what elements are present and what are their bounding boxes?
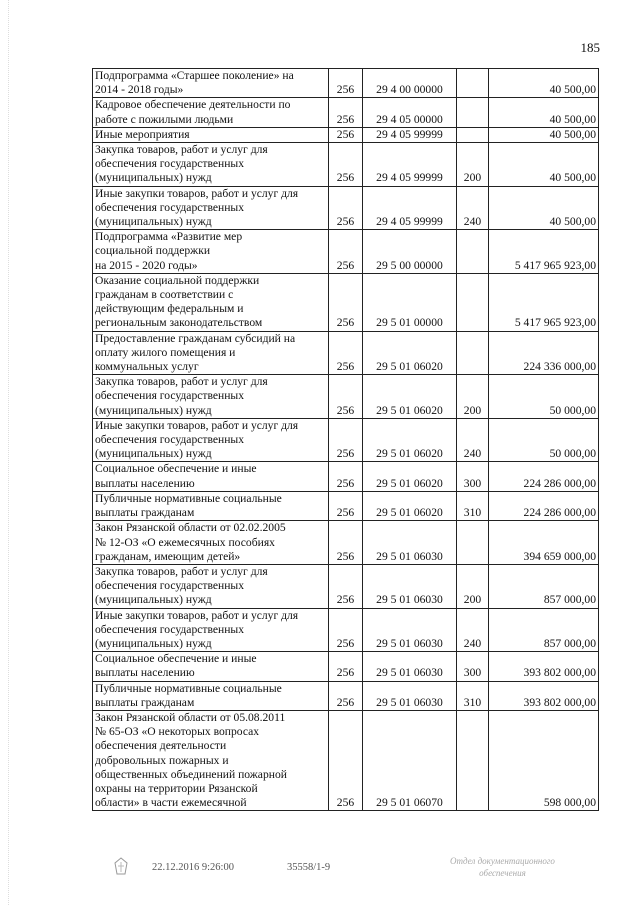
cell-name: Закупка товаров, работ и услуг для обеспечения государственных (муниципальных) нужд: [93, 375, 329, 419]
cell-vr: [457, 69, 489, 98]
cell-ved: 256: [329, 143, 363, 187]
cell-vr: 240: [457, 608, 489, 652]
footer-code: 35558/1-9: [287, 862, 331, 873]
cell-vr: [457, 230, 489, 274]
cell-vr: 300: [457, 652, 489, 681]
cell-name: Публичные нормативные социальные выплаты гражданам: [93, 681, 329, 710]
table-row: [93, 143, 599, 187]
cell-sum: 393 802 000,00: [489, 681, 599, 710]
cell-vr: 240: [457, 418, 489, 462]
cell-vr: [457, 98, 489, 127]
cell-csr: 29 4 05 99999: [363, 143, 457, 187]
cell-csr: 29 5 01 06030: [363, 564, 457, 608]
cell-csr: 29 5 01 00000: [363, 273, 457, 331]
cell-csr: 29 5 01 06030: [363, 521, 457, 565]
cell-sum: 224 286 000,00: [489, 462, 599, 491]
cell-csr: 29 4 05 00000: [363, 98, 457, 127]
cell-sum: 40 500,00: [489, 127, 599, 142]
table-row: [93, 331, 599, 375]
cell-ved: 256: [329, 186, 363, 230]
cell-sum: 5 417 965 923,00: [489, 273, 599, 331]
footer-date: 22.12.2016 9:26:00: [152, 862, 234, 873]
cell-name: Подпрограмма «Развитие мер социальной поддержки на 2015 - 2020 годы»: [93, 230, 329, 274]
cell-csr: 29 4 00 00000: [363, 69, 457, 98]
cell-name: Подпрограмма «Старшее поколение» на 2014 - 2018 годы»: [93, 69, 329, 98]
cell-ved: 256: [329, 331, 363, 375]
cell-ved: 256: [329, 521, 363, 565]
cell-sum: 50 000,00: [489, 418, 599, 462]
table-row: [93, 652, 599, 681]
cell-sum: 224 286 000,00: [489, 491, 599, 520]
cell-csr: 29 4 05 99999: [363, 186, 457, 230]
cell-vr: 310: [457, 491, 489, 520]
table-row: [93, 681, 599, 710]
table-row: [93, 462, 599, 491]
cell-name: Закон Рязанской области от 05.08.2011 № 65-ОЗ «О некоторых вопросах обеспечения деятельности добровольных пожарных и общественных объединений пожарной охраны на территории Рязанской области» в части ежемесячной: [93, 710, 329, 810]
cell-csr: 29 5 01 06030: [363, 681, 457, 710]
cell-name: Закон Рязанской области от 02.02.2005 № 12-ОЗ «О ежемесячных пособиях гражданам, имеющим детей»: [93, 521, 329, 565]
cell-vr: [457, 127, 489, 142]
cell-sum: 598 000,00: [489, 710, 599, 810]
budget-table: [92, 68, 599, 811]
cell-csr: 29 5 01 06030: [363, 608, 457, 652]
cell-csr: 29 5 01 06020: [363, 491, 457, 520]
cell-ved: 256: [329, 69, 363, 98]
cell-name: Иные мероприятия: [93, 127, 329, 142]
table-row: [93, 127, 599, 142]
budget-table-body: [93, 69, 599, 811]
emblem-icon: [112, 856, 130, 878]
cell-sum: 857 000,00: [489, 608, 599, 652]
table-row: [93, 491, 599, 520]
cell-sum: 394 659 000,00: [489, 521, 599, 565]
cell-ved: 256: [329, 273, 363, 331]
cell-ved: 256: [329, 491, 363, 520]
cell-sum: 50 000,00: [489, 375, 599, 419]
cell-name: Оказание социальной поддержки гражданам в соответствии с действующим федеральным и региональным законодательством: [93, 273, 329, 331]
cell-sum: 40 500,00: [489, 186, 599, 230]
cell-name: Социальное обеспечение и иные выплаты населению: [93, 462, 329, 491]
cell-vr: 200: [457, 564, 489, 608]
cell-csr: 29 5 00 00000: [363, 230, 457, 274]
cell-csr: 29 5 01 06020: [363, 462, 457, 491]
cell-name: Закупка товаров, работ и услуг для обеспечения государственных (муниципальных) нужд: [93, 564, 329, 608]
footer-stamp-line2: обеспечения: [479, 868, 526, 878]
cell-sum: 857 000,00: [489, 564, 599, 608]
cell-csr: 29 4 05 99999: [363, 127, 457, 142]
cell-csr: 29 5 01 06070: [363, 710, 457, 810]
table-row: [93, 69, 599, 98]
cell-name: Публичные нормативные социальные выплаты гражданам: [93, 491, 329, 520]
table-row: [93, 273, 599, 331]
table-row: [93, 186, 599, 230]
table-row: [93, 375, 599, 419]
cell-ved: 256: [329, 608, 363, 652]
cell-vr: 240: [457, 186, 489, 230]
cell-sum: 5 417 965 923,00: [489, 230, 599, 274]
cell-ved: 256: [329, 230, 363, 274]
page-number: 185: [580, 40, 600, 55]
cell-csr: 29 5 01 06020: [363, 331, 457, 375]
cell-name: Социальное обеспечение и иные выплаты населению: [93, 652, 329, 681]
cell-vr: 200: [457, 143, 489, 187]
scan-edge: [8, 0, 9, 905]
cell-csr: 29 5 01 06020: [363, 418, 457, 462]
cell-vr: [457, 273, 489, 331]
cell-ved: 256: [329, 462, 363, 491]
cell-sum: 224 336 000,00: [489, 331, 599, 375]
cell-name: Иные закупки товаров, работ и услуг для обеспечения государственных (муниципальных) нужд: [93, 608, 329, 652]
table-row: [93, 710, 599, 810]
cell-ved: 256: [329, 418, 363, 462]
cell-name: Кадровое обеспечение деятельности по работе с пожилыми людьми: [93, 98, 329, 127]
cell-sum: 40 500,00: [489, 69, 599, 98]
footer-stamp: [450, 855, 555, 879]
cell-vr: 300: [457, 462, 489, 491]
cell-name: Закупка товаров, работ и услуг для обеспечения государственных (муниципальных) нужд: [93, 143, 329, 187]
cell-vr: 310: [457, 681, 489, 710]
cell-ved: 256: [329, 681, 363, 710]
table-row: [93, 608, 599, 652]
cell-ved: 256: [329, 127, 363, 142]
cell-vr: 200: [457, 375, 489, 419]
table-row: [93, 521, 599, 565]
cell-ved: 256: [329, 564, 363, 608]
cell-ved: 256: [329, 98, 363, 127]
cell-ved: 256: [329, 652, 363, 681]
cell-ved: 256: [329, 710, 363, 810]
footer-stamp-line1: Отдел документационного: [450, 856, 555, 866]
cell-vr: [457, 710, 489, 810]
cell-name: Иные закупки товаров, работ и услуг для обеспечения государственных (муниципальных) нужд: [93, 418, 329, 462]
cell-name: Иные закупки товаров, работ и услуг для обеспечения государственных (муниципальных) нужд: [93, 186, 329, 230]
cell-vr: [457, 521, 489, 565]
cell-csr: 29 5 01 06020: [363, 375, 457, 419]
cell-sum: 393 802 000,00: [489, 652, 599, 681]
table-row: [93, 564, 599, 608]
table-row: [93, 230, 599, 274]
cell-ved: 256: [329, 375, 363, 419]
cell-vr: [457, 331, 489, 375]
cell-csr: 29 5 01 06030: [363, 652, 457, 681]
cell-name: Предоставление гражданам субсидий на оплату жилого помещения и коммунальных услуг: [93, 331, 329, 375]
cell-sum: 40 500,00: [489, 98, 599, 127]
table-row: [93, 418, 599, 462]
cell-sum: 40 500,00: [489, 143, 599, 187]
table-row: [93, 98, 599, 127]
